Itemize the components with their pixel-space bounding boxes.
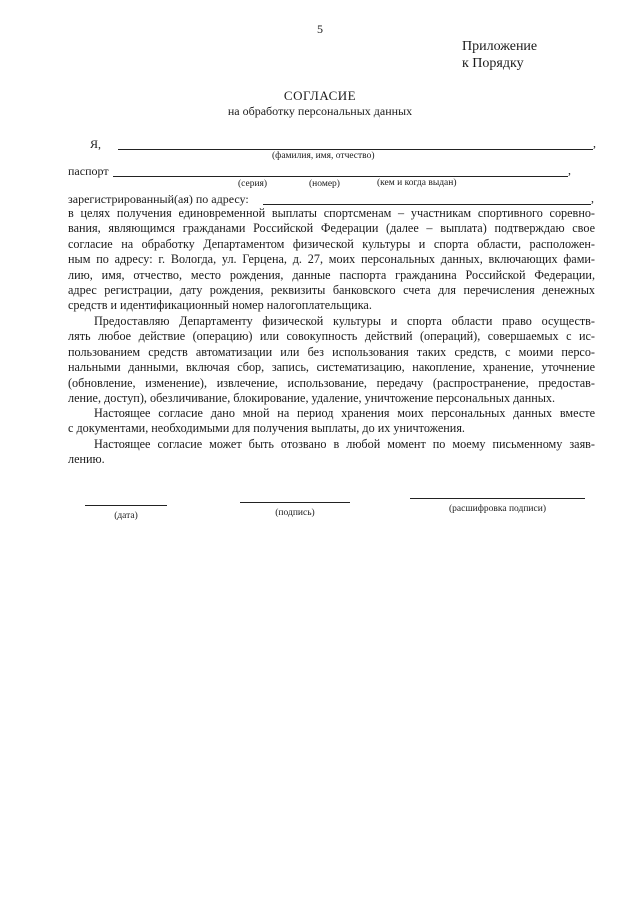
- paragraph-line: лять любое действие (операцию) или совокупность действий (операций), совершаемых с ис-: [68, 329, 595, 344]
- decode-caption: (расшифровка подписи): [449, 504, 546, 514]
- passport-label: паспорт: [68, 164, 109, 178]
- paragraph-line: средств и идентификационный номер налогоплательщика.: [68, 298, 372, 313]
- consent-paragraph-3: [68, 406, 595, 437]
- name-caption: (фамилия, имя, отчество): [272, 151, 375, 161]
- consent-paragraph-1: [68, 206, 595, 314]
- page-number: 5: [317, 22, 323, 36]
- consent-paragraph-4: [68, 437, 595, 468]
- passport-field-end: ,: [568, 163, 571, 177]
- paragraph-line: ным по адресу: г. Вологда, ул. Герцена, д. 27, моих персональных данных, включающих фами-: [68, 252, 595, 267]
- signature-field-line[interactable]: [240, 502, 350, 503]
- paragraph-line: вания, являющимся гражданами Российской Федерации (далее – выплата) подтверждаю свое: [68, 221, 595, 236]
- paragraph-line: пользованием средств автоматизации или без использования таких средств, с моими персо-: [68, 344, 595, 359]
- appendix-line-2: к Порядку: [462, 56, 524, 71]
- paragraph-line: ление, доступ), обезличивание, блокирование, удаление, уничтожение персональных данных.: [68, 391, 556, 406]
- paragraph-line: адрес регистрации, дату рождения, реквизиты банковского счета для перечисления денежных: [68, 283, 595, 298]
- name-field-line[interactable]: [118, 149, 593, 150]
- appendix-header: [462, 38, 537, 72]
- paragraph-line: Предоставляю Департаменту физической культуры и спорта области право осуществ-: [94, 314, 595, 328]
- document-subtitle: на обработку персональных данных: [227, 104, 413, 118]
- paragraph-line: нальными данными, включая сбор, запись, систематизацию, накопление, хранение, уточнение: [68, 360, 595, 375]
- appendix-line-1: Приложение: [462, 39, 538, 54]
- issued-caption: (кем и когда выдан): [377, 178, 457, 188]
- name-field-end: ,: [593, 136, 596, 150]
- number-caption: (номер): [309, 179, 340, 189]
- paragraph-line: лению.: [68, 452, 105, 467]
- document-title: СОГЛАСИЕ: [283, 88, 357, 103]
- paragraph-line: Настоящее согласие дано мной на период хранения моих персональных данных вместе: [94, 406, 595, 420]
- consent-paragraph-2: [68, 314, 595, 406]
- address-field-end: ,: [591, 191, 594, 205]
- passport-field-line[interactable]: [113, 176, 568, 177]
- date-caption: (дата): [114, 511, 138, 521]
- name-prefix: Я,: [90, 137, 102, 151]
- date-field-line[interactable]: [85, 505, 167, 506]
- paragraph-line: Настоящее согласие может быть отозвано в любой момент по моему письменному заяв-: [94, 437, 595, 451]
- paragraph-line: лию, имя, отчество, место рождения, данные паспорта гражданина Российской Федерации,: [68, 267, 595, 282]
- address-label: зарегистрированный(ая) по адресу:: [68, 192, 249, 206]
- paragraph-line: согласие на обработку Департаментом физической культуры и спорта области, расположен-: [68, 236, 595, 251]
- series-caption: (серия): [238, 179, 268, 189]
- address-field-line[interactable]: [263, 204, 591, 205]
- paragraph-line: (обновление, изменение), извлечение, использование, передачу (распространение, предостав-: [68, 375, 595, 390]
- paragraph-line: с документами, необходимыми для получения выплаты, до их уничтожения.: [68, 421, 465, 436]
- decode-field-line[interactable]: [410, 498, 585, 499]
- paragraph-line: в целях получения единовременной выплаты спортсменам – участникам спортивного соревно-: [68, 206, 595, 220]
- signature-caption: (подпись): [275, 508, 315, 518]
